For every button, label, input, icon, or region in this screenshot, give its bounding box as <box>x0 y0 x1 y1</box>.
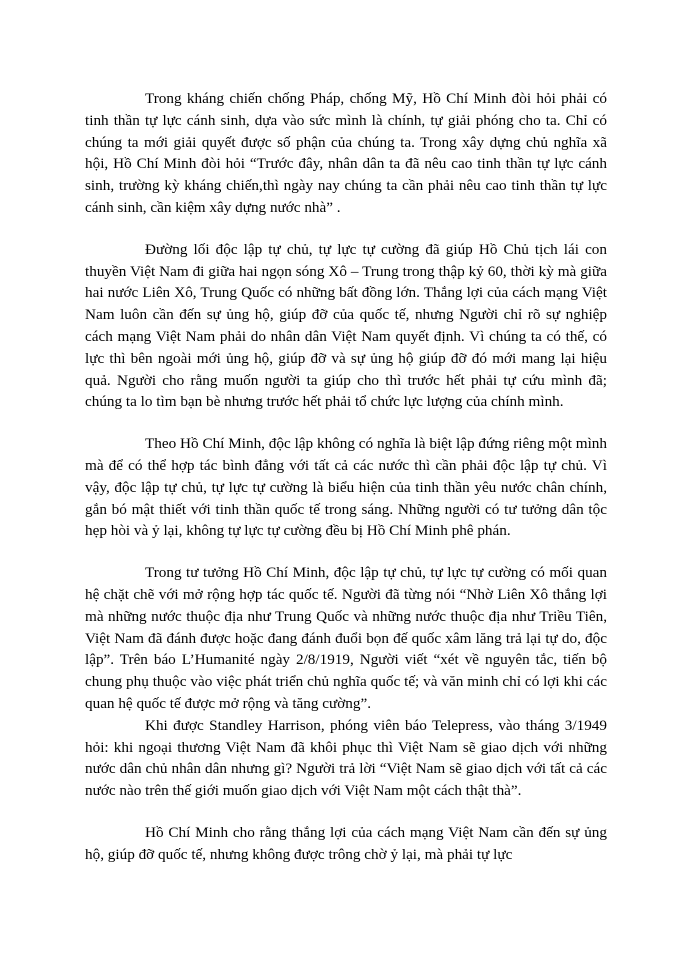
paragraph-self-reliance: Trong kháng chiến chống Pháp, chống Mỹ, Hồ Chí Minh đòi hỏi phải có tinh thần tự lực cánh sinh, dựa vào sức mình là chính, tự giải phóng cho ta. Chỉ có chúng ta mới giải quyết được số phận của chúng ta. Trong xây dựng chủ nghĩa xã hội, Hồ Chí Minh đòi hỏi “Trước đây, nhân dân ta đã nêu cao tinh thần tự lực cánh sinh, trường kỳ kháng chiến,thì ngày nay chúng ta cần phải nêu cao tinh thần tự lực cánh sinh, cần kiệm xây dựng nước nhà” . <box>85 90 607 216</box>
paragraph-independent-path: Đường lối độc lập tự chủ, tự lực tự cường đã giúp Hồ Chủ tịch lái con thuyền Việt Nam đi giữa hai ngọn sóng Xô – Trung trong thập kỷ 60, thời kỳ mà giữa hai nước Liên Xô, Trung Quốc có những bất đồng lớn. Thắng lợi của cách mạng Việt Nam luôn cần đến sự ủng hộ, giúp đỡ của quốc tế, nhưng Người chỉ rõ sự nghiệp cách mạng Việt Nam phải do nhân dân Việt Nam quyết định. Vì chúng ta có thế, có lực thì bên ngoài mới ủng hộ, giúp đỡ và sự ủng hộ giúp đỡ đó mới mang lại hiệu quả. Người cho rằng muốn người ta giúp cho thì trước hết phải tự cứu mình đã; chúng ta lo tìm bạn bè nhưng trước hết phải tổ chức lực lượng của chính mình. <box>85 240 607 411</box>
paragraph-conclusion: Hồ Chí Minh cho rằng thắng lợi của cách mạng Việt Nam cần đến sự ủng hộ, giúp đỡ quốc tế, nhưng không được trông chờ ỷ lại, mà phải tự lực <box>85 823 607 863</box>
document-page <box>85 88 607 866</box>
paragraph-independence-meaning: Theo Hồ Chí Minh, độc lập không có nghĩa là biệt lập đứng riêng một mình mà để có thể hợp tác bình đẳng với tất cả các nước thì cần phải độc lập tự chủ. Vì vậy, độc lập tự chủ, tự lực tự cường là biểu hiện của tinh thần yêu nước chân chính, gắn bó mật thiết với tinh thần quốc tế trong sáng. Những người có tư tưởng dân tộc hẹp hòi và ỷ lại, không tự lực tự cường đều bị Hồ Chí Minh phê phán. <box>85 435 607 540</box>
paragraph-international-cooperation: Trong tư tưởng Hồ Chí Minh, độc lập tự chủ, tự lực tự cường có mối quan hệ chặt chẽ với mở rộng hợp tác quốc tế. Người đã từng nói “Nhờ Liên Xô thắng lợi mà những nước thuộc địa như Trung Quốc và những nước thuộc địa như Triều Tiên, Việt Nam đã đánh được hoặc đang đánh đuổi bọn đế quốc xâm lăng trả lại tự do, độc lập”. Trên báo L’Humanité ngày 2/8/1919, Người viết “xét về nguyên tắc, tiến bộ chung phụ thuộc vào việc phát triển chủ nghĩa quốc tế; và văn minh chỉ có lợi khi các quan hệ quốc tế được mở rộng và tăng cường”. <box>85 564 607 712</box>
paragraph-interview: Khi được Standley Harrison, phóng viên báo Telepress, vào tháng 3/1949 hỏi: khi ngoại thương Việt Nam đã khôi phục thì Việt Nam sẽ giao dịch với những nước dân chủ nhân dân nhưng gì? Người trả lời “Việt Nam sẽ giao dịch với tất cả các nước nào trên thế giới muốn giao dịch với Việt Nam một cách thật thà”. <box>85 716 607 800</box>
